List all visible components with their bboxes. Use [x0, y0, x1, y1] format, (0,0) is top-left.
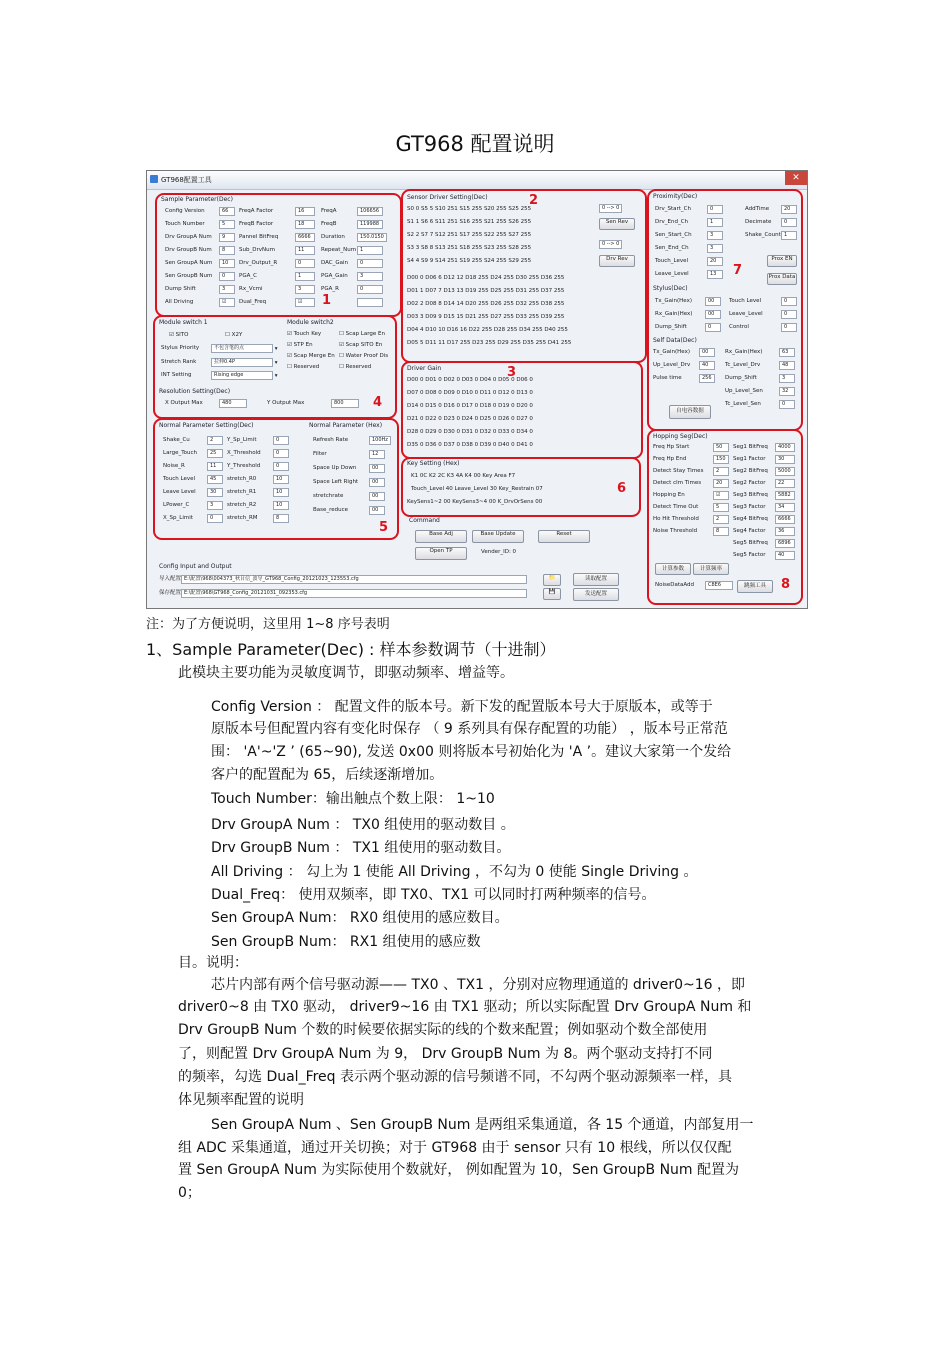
param-value[interactable]: 106656: [357, 207, 383, 217]
param-label: PGA_Gain: [321, 273, 348, 279]
param-value[interactable]: ☑: [219, 298, 235, 308]
param-value[interactable]: 11: [207, 462, 223, 472]
param-label: Tc_Level_Drv: [725, 362, 761, 368]
param-value[interactable]: 3: [295, 285, 315, 295]
panel-number-6: 6: [617, 481, 627, 496]
panel-number-8: 8: [781, 577, 791, 592]
param-label: Dump Shift: [165, 286, 196, 292]
param-label: stretchrate: [313, 493, 344, 499]
panel-proximity: [647, 189, 803, 431]
param-label: Large_Touch: [163, 450, 198, 456]
panel-driver-gain: [401, 361, 643, 459]
param-value[interactable]: 119988: [357, 220, 383, 230]
doc-line: All Driving ： 勾上为 1 使能 All Driving ，不勾为 0 使能 Single Driving 。: [211, 864, 698, 880]
param-value[interactable]: ☑: [295, 298, 315, 308]
group-label: Driver Gain: [407, 365, 442, 372]
param-value[interactable]: 0: [707, 205, 723, 215]
driver-row: D02 2 D08 8 D14 14 D20 255 D26 255 D32 255 D38 255: [407, 301, 565, 307]
gain-row: D28 0 D29 0 D30 0 D31 0 D32 0 D33 0 D34 0: [407, 429, 533, 435]
panel-normal-parameter: [153, 418, 399, 540]
group-label: Resolution Setting(Dec): [159, 388, 231, 395]
param-value[interactable]: 40: [699, 361, 715, 371]
window-titlebar: [147, 171, 807, 190]
param-label: PGA_R: [321, 286, 339, 292]
param-label: Seg3 Factor: [733, 504, 766, 510]
param-label: Y_Threshold: [227, 463, 261, 469]
param-label: Tc_Level_Sen: [725, 401, 761, 407]
param-value[interactable]: 0: [781, 218, 797, 228]
doc-line: Dual_Freq： 使用双频率，即 TX0、TX1 可以同时打两种频率的信号。: [211, 887, 656, 903]
key-row-1: K1 0C K2 2C K3 4A K4 00 Key Area F7: [411, 473, 516, 479]
param-value[interactable]: 3: [707, 231, 723, 241]
driver-row: D04 4 D10 10 D16 16 D22 255 D28 255 D34 255 D40 255: [407, 327, 568, 333]
param-value[interactable]: 8: [273, 514, 289, 524]
param-value[interactable]: 0: [273, 462, 289, 472]
param-label: Config Version: [165, 208, 205, 214]
param-label: Noise Threshold: [653, 528, 698, 534]
param-label: Up_Level_Drv: [653, 362, 691, 368]
para-line: Drv GroupB Num 个数的时候要依据实际的线的个数来配置；例如驱动个数全部使用: [178, 1022, 708, 1038]
param-value[interactable]: 00: [369, 464, 385, 474]
para-line: 芯片内部有两个信号驱动源—— TX0 、TX1 ，分别对应物理通道的 driver0~16 ，即: [211, 977, 745, 993]
param-value[interactable]: 45: [207, 475, 223, 485]
param-label: stretch_R2: [227, 502, 257, 508]
param-value[interactable]: 36: [775, 527, 795, 537]
para-line: 了，则配置 Drv GroupA Num 为 9， Drv GroupB Num 为 8。两个驱动支持打不同: [178, 1046, 713, 1062]
param-value[interactable]: 10: [219, 259, 235, 269]
param-value[interactable]: 6896: [775, 539, 795, 549]
param-value[interactable]: 13: [707, 270, 723, 280]
param-label: AddTime: [745, 206, 770, 212]
param-label: Shake_Count: [745, 232, 781, 238]
param-value[interactable]: 3: [357, 272, 383, 282]
param-label: X_Threshold: [227, 450, 261, 456]
param-value[interactable]: 30: [207, 488, 223, 498]
param-value[interactable]: 0: [207, 514, 223, 524]
param-label: FreqB Factor: [239, 221, 274, 227]
param-label: Seg2 Factor: [733, 480, 766, 486]
param-value[interactable]: 0: [357, 259, 383, 269]
switch-checkbox[interactable]: ☐ Water Proof Dis: [339, 353, 389, 359]
param-label: All Driving: [165, 299, 194, 305]
panel-hopping-seg: [647, 429, 803, 605]
sensor-row: S4 4 S9 9 S14 251 S19 255 S24 255 S29 255: [407, 258, 532, 264]
sensor-row: S0 0 S5 5 S10 251 S15 255 S20 255 S25 255: [407, 206, 532, 212]
group-label: Hopping Seg(Dec): [653, 433, 708, 440]
calc-param-button[interactable]: 计算参数: [655, 563, 691, 575]
self-data-button[interactable]: 自电容数据: [669, 405, 711, 419]
param-label: PGA_C: [239, 273, 257, 279]
save-path[interactable]: E:\配置\968\GT968_Config_20121031_092353.cfg: [181, 589, 527, 599]
doc-line: 客户的配置配为 65，后续逐渐增加。: [211, 767, 444, 783]
param-label: Drv GroupB Num: [165, 247, 212, 253]
param-label: Rx_Gain(Hex): [655, 311, 693, 317]
param-value[interactable]: 0: [273, 436, 289, 446]
param-value[interactable]: 10: [273, 475, 289, 485]
param-label: Touch Number: [165, 221, 205, 227]
param-value[interactable]: 20: [781, 205, 797, 215]
param-value[interactable]: 50: [713, 443, 729, 453]
param-value[interactable]: 6666: [295, 233, 315, 243]
param-label: Space Up Down: [313, 465, 357, 471]
param-value[interactable]: 4000: [775, 443, 795, 453]
param-label: Rx_Vcmi: [239, 286, 263, 292]
key-row-3: KeySens1~2 00 KeySens3~4 00 K_DrvOrSens 00: [407, 499, 543, 505]
param-label: Seg3 BitFreq: [733, 492, 768, 498]
param-label: Y_Sp_Limit: [227, 437, 257, 443]
stretch-label: Stretch Rank: [161, 359, 197, 365]
switch-checkbox[interactable]: ☑ Touch Key: [287, 331, 322, 337]
param-label: X_Sp_Limit: [163, 515, 193, 521]
panel-key-setting: [401, 457, 641, 517]
command-group-label: Command: [409, 517, 440, 524]
calc-freq-button[interactable]: 计算频率: [693, 563, 729, 575]
panel-module-switch: [153, 315, 397, 419]
hopping-tool-button[interactable]: 跳频工具: [737, 580, 773, 593]
group-label: Normal Parameter (Hex): [309, 422, 383, 429]
param-value[interactable]: 1: [295, 272, 315, 282]
gain-row: D07 0 D08 0 D09 0 D10 0 D11 0 D12 0 D13 0: [407, 390, 533, 396]
sito-checkbox[interactable]: ☑ SITO: [169, 332, 189, 338]
param-value[interactable]: 100Hz: [369, 436, 391, 446]
y-max-label: Y Output Max: [267, 400, 305, 406]
base-update-button[interactable]: Base Update: [472, 530, 524, 543]
param-label: Noise_R: [163, 463, 185, 469]
param-label: Space Left Right: [313, 479, 359, 485]
param-value[interactable]: 10: [273, 488, 289, 498]
gain-row: D00 0 D01 0 D02 0 D03 0 D04 0 D05 0 D06 0: [407, 377, 533, 383]
group-label: Proximity(Dec): [653, 193, 698, 200]
param-label: Touch Level: [729, 298, 762, 304]
param-value[interactable]: 5: [713, 503, 729, 513]
param-value[interactable]: 3: [219, 285, 235, 295]
panel-sensor-driver: [401, 189, 647, 363]
drv-range: 0 --> 0: [599, 240, 622, 250]
param-value[interactable]: 00: [369, 478, 385, 488]
param-label: Freq Hp End: [653, 456, 687, 462]
window-title: GT968配置工具: [161, 176, 212, 184]
param-label: Rx_Gain(Hex): [725, 349, 763, 355]
para-line: 的频率，勾选 Dual_Freq 表示两个驱动源的信号频谱不同，不勾两个驱动源频率一样，具: [178, 1069, 733, 1085]
send-config-button[interactable]: 发送配置: [573, 588, 619, 601]
folder-icon[interactable]: 📁: [543, 574, 561, 586]
param-value[interactable]: 2: [207, 436, 223, 446]
gain-row: D21 0 D22 0 D23 0 D24 0 D25 0 D26 0 D27 0: [407, 416, 533, 422]
para-line: Sen GroupA Num 、Sen GroupB Num 是两组采集通道，各 15 个通道，内部复用一: [211, 1117, 754, 1133]
section-heading: 1、Sample Parameter(Dec) : 样本参数调节（十进制）: [146, 640, 556, 659]
param-value[interactable]: 5: [219, 220, 235, 230]
switch-checkbox[interactable]: ☐ Reserved: [339, 364, 372, 370]
para-line: driver0~8 由 TX0 驱动， driver9~16 由 TX1 驱动；所以实际配置 Drv GroupA Num 和: [178, 999, 752, 1015]
param-label: Duration: [321, 234, 345, 240]
config-tool-window: [146, 170, 808, 609]
save-icon[interactable]: 💾: [543, 588, 561, 600]
doc-line: Config Version ： 配置文件的版本号。新下发的配置版本号大于原版本，或等于: [211, 699, 713, 715]
param-value[interactable]: 150.0150: [357, 233, 387, 243]
noise-data-input[interactable]: C8E6: [705, 581, 733, 591]
note-line: 注：为了方便说明，这里用 1~8 序号表明: [146, 617, 390, 632]
param-label: FreqA: [321, 208, 337, 214]
param-value[interactable]: 0: [219, 272, 235, 282]
param-value[interactable]: 22: [775, 479, 795, 489]
param-value[interactable]: 34: [775, 503, 795, 513]
section-intro: 此模块主要功能为灵敏度调节，即驱动频率、增益等。: [178, 665, 514, 681]
param-label: Dump_Shift: [655, 324, 687, 330]
param-label: Seg4 BitFreq: [733, 516, 768, 522]
param-value[interactable]: 2: [713, 467, 729, 477]
param-label: Refresh Rate: [313, 437, 349, 443]
param-label: Drv_End_Ch: [655, 219, 689, 225]
param-label: Seg4 Factor: [733, 528, 766, 534]
param-value[interactable]: 0: [781, 297, 797, 307]
sensor-row: S2 2 S7 7 S12 251 S17 255 S22 255 S27 255: [407, 232, 532, 238]
noise-data-label: NoiseDataAdd: [655, 582, 695, 588]
param-label: Drv_Start_Ch: [655, 206, 692, 212]
driver-row: D00 0 D06 6 D12 12 D18 255 D24 255 D30 255 D36 255: [407, 275, 565, 281]
group-label: Sensor Driver Setting(Dec): [407, 194, 488, 201]
param-value[interactable]: 0: [295, 259, 315, 269]
param-label: Drv_Output_R: [239, 260, 278, 266]
param-value[interactable]: 48: [779, 361, 795, 371]
key-row-2: Touch_Level 40 Leave_Level 30 Key_Restrain 07: [411, 486, 543, 492]
group-label: Stylus(Dec): [653, 285, 688, 292]
reset-button[interactable]: Reset: [538, 530, 590, 543]
drv-rev-button[interactable]: Drv Rev: [599, 255, 635, 267]
param-value[interactable]: 3: [779, 374, 795, 384]
param-label: Sub_DrvNum: [239, 247, 275, 253]
prox-en-button[interactable]: Prox EN: [767, 255, 797, 267]
param-value[interactable]: 25: [207, 449, 223, 459]
switch-checkbox[interactable]: ☑ Scap SITO En: [339, 342, 383, 348]
param-value[interactable]: 5882: [775, 491, 795, 501]
param-value[interactable]: 2: [713, 515, 729, 525]
param-label: stretch_RM: [227, 515, 258, 521]
config-io-label: Config Input and Output: [159, 563, 232, 570]
param-label: Detect Stay Times: [653, 468, 704, 474]
param-value[interactable]: 9: [219, 233, 235, 243]
param-label: Freq Hp Start: [653, 444, 690, 450]
param-label: Control: [729, 324, 749, 330]
param-label: Base_reduce: [313, 507, 349, 513]
param-value[interactable]: 00: [369, 506, 385, 516]
param-label: Detect Time Out: [653, 504, 699, 510]
switch-checkbox[interactable]: ☑ STP En: [287, 342, 313, 348]
group-label: Self Data(Dec): [653, 337, 697, 344]
param-value[interactable]: 16: [295, 207, 315, 217]
param-label: Leave_Level: [655, 271, 689, 277]
stylus-label: Stylus Priority: [161, 345, 200, 351]
para-line: 置 Sen GroupA Num 为实际使用个数就好， 例如配置为 10，Sen GroupB Num 配置为: [178, 1162, 740, 1178]
sensor-row: S1 1 S6 6 S11 251 S16 255 S21 255 S26 255: [407, 219, 532, 225]
sensor-row: S3 3 S8 8 S13 251 S18 255 S23 255 S28 255: [407, 245, 532, 251]
gain-row: D14 0 D15 0 D16 0 D17 0 D18 0 D19 0 D20 0: [407, 403, 533, 409]
param-label: Up_Level_Sen: [725, 388, 763, 394]
int-label: INT Setting: [161, 372, 192, 378]
param-label: Sen GroupB Num: [165, 273, 213, 279]
x-max-input[interactable]: 480: [219, 399, 247, 409]
param-value[interactable]: 30: [775, 455, 795, 465]
param-label: Dump_Shift: [725, 375, 757, 381]
panel-number-4: 4: [373, 395, 383, 410]
param-value[interactable]: 256: [699, 374, 715, 384]
param-label: Tx_Gain(Hex): [653, 349, 690, 355]
vendor-id: Vender_ID: 0: [481, 549, 517, 555]
param-value[interactable]: 63: [779, 348, 795, 358]
param-value[interactable]: 20: [707, 257, 723, 267]
driver-row: D03 3 D09 9 D15 15 D21 255 D27 255 D33 255 D39 255: [407, 314, 565, 320]
doc-line: Drv GroupB Num ： TX1 组使用的驱动数目。: [211, 840, 511, 856]
param-value[interactable]: 3: [707, 244, 723, 254]
panel-sample-parameter: [155, 193, 402, 317]
param-value[interactable]: 00: [705, 297, 721, 307]
param-label: Dual_Freq: [239, 299, 267, 305]
group-label: Key Setting (Hex): [407, 460, 460, 467]
param-label: Detect clm Times: [653, 480, 702, 486]
param-label: Seg5 Factor: [733, 552, 766, 558]
param-label: Filter: [313, 451, 327, 457]
param-value[interactable]: 40: [775, 551, 795, 561]
param-value[interactable]: 00: [369, 492, 385, 502]
doc-line: Drv GroupA Num ： TX0 组使用的驱动数目 。: [211, 817, 515, 833]
param-value[interactable]: 150: [713, 455, 729, 465]
param-value[interactable]: 0: [781, 310, 797, 320]
prox-data-button[interactable]: Prox Data: [767, 273, 797, 285]
param-value[interactable]: 12: [369, 450, 385, 460]
y-max-input[interactable]: 800: [331, 399, 359, 409]
para-line: 组 ADC 采集通道，通过开关切换；对于 GT968 由于 sensor 只有 10 根线，所以仅仅配: [178, 1140, 732, 1156]
param-value[interactable]: 0: [705, 323, 721, 333]
group-label: Module switch 1: [159, 319, 208, 326]
param-label: FreqB: [321, 221, 337, 227]
param-label: Leave_Level: [729, 311, 763, 317]
param-label: Pannel BitFreq: [239, 234, 279, 240]
param-value[interactable]: 5000: [775, 467, 795, 477]
param-value[interactable]: 0: [273, 449, 289, 459]
param-value[interactable]: 10: [273, 501, 289, 511]
doc-line: 围： 'A'~'Z ’ (65~90), 发送 0x00 则将版本号初始化为 'A ’。建议大家第一个发给: [211, 744, 732, 760]
param-label: Touch_Level: [655, 258, 689, 264]
x2y-checkbox[interactable]: ☐ X2Y: [225, 332, 243, 338]
para-line: 0；: [178, 1185, 201, 1201]
param-label: LPower_C: [163, 502, 190, 508]
param-value[interactable]: 66: [219, 207, 235, 217]
param-label: FreqA Factor: [239, 208, 274, 214]
sen-range: 0 --> 0: [599, 204, 622, 214]
param-label: Drv GroupA Num: [165, 234, 212, 240]
para-line: 目。说明：: [178, 955, 248, 971]
panel-number-7: 7: [733, 263, 743, 278]
param-label: stretch_R0: [227, 476, 257, 482]
read-config-button[interactable]: 读取配置: [573, 573, 619, 586]
int-select[interactable]: Rising edge ▾: [211, 371, 278, 381]
param-value[interactable]: 11: [295, 246, 315, 256]
param-value[interactable]: 00: [705, 310, 721, 320]
param-label: Tx_Gain(Hex): [655, 298, 692, 304]
panel-number-3: 3: [507, 365, 517, 380]
driver-row: D01 1 D07 7 D13 13 D19 255 D25 255 D31 255 D37 255: [407, 288, 565, 294]
param-label: Touch Level: [163, 476, 196, 482]
group-label: Normal Parameter Setting(Dec): [159, 422, 254, 429]
param-value[interactable]: ☑: [713, 491, 729, 501]
switch-checkbox[interactable]: ☐ Reserved: [287, 364, 320, 370]
param-label: Hopping En: [653, 492, 685, 498]
sen-rev-button[interactable]: Sen Rev: [599, 218, 635, 230]
param-value[interactable]: 3: [207, 501, 223, 511]
param-label: Seg2 BitFreq: [733, 468, 768, 474]
para-line: 体见频率配置的说明: [178, 1092, 304, 1108]
doc-line: Sen GroupA Num： RX0 组使用的感应数目。: [211, 910, 509, 926]
param-value[interactable]: 6666: [775, 515, 795, 525]
driver-row: D05 5 D11 11 D17 255 D23 255 D29 255 D35 255 D41 255: [407, 340, 572, 346]
doc-line: 原版本号但配置内容有变化时保存 （ 9 系列具有保存配置的功能） ，版本号正常范: [211, 721, 728, 737]
param-label: Pulse time: [653, 375, 682, 381]
import-path[interactable]: E:\配置\968\004373_秋目信_波导_GT968_Config_20121023_123553.cfg: [181, 575, 527, 585]
group-label: Module switch2: [287, 319, 334, 326]
param-value[interactable]: 8: [713, 527, 729, 537]
save-label: 保存配置: [159, 590, 182, 596]
param-label: Repeat_Num: [321, 247, 357, 253]
param-value[interactable]: [357, 298, 383, 308]
param-label: Leave Level: [163, 489, 196, 495]
switch-checkbox[interactable]: ☑ Scap Merge En: [287, 353, 335, 359]
param-value[interactable]: 00: [699, 348, 715, 358]
param-value[interactable]: 0: [781, 323, 797, 333]
param-label: Shake_Cu: [163, 437, 190, 443]
stretch-select[interactable]: 拉伸0.4P ▾: [211, 358, 278, 368]
param-label: Sen_End_Ch: [655, 245, 689, 251]
page-title: GT968 配置说明: [395, 132, 555, 156]
stylus-select[interactable]: 不包含笔的点 ▾: [211, 344, 278, 354]
x-max-label: X Output Max: [165, 400, 203, 406]
panel-number-2: 2: [529, 193, 539, 208]
param-label: Seg5 BitFreq: [733, 540, 768, 546]
open-tp-button[interactable]: Open TP: [415, 547, 467, 560]
close-icon[interactable]: ✕: [785, 171, 807, 185]
doc-line: Sen GroupB Num： RX1 组使用的感应数: [211, 934, 481, 950]
param-label: Ho Hit Threshold: [653, 516, 699, 522]
param-value[interactable]: 8: [219, 246, 235, 256]
gain-row: D35 0 D36 0 D37 0 D38 0 D39 0 D40 0 D41 0: [407, 442, 533, 448]
param-label: Seg1 BitFreq: [733, 444, 768, 450]
import-label: 导入配置: [159, 576, 182, 582]
param-value[interactable]: 0: [357, 285, 383, 295]
param-label: Seg1 Factor: [733, 456, 766, 462]
panel-number-5: 5: [379, 520, 389, 535]
param-value[interactable]: 1: [707, 218, 723, 228]
app-icon: [150, 175, 158, 183]
param-label: Sen GroupA Num: [165, 260, 213, 266]
param-value[interactable]: 32: [779, 387, 795, 397]
param-label: Decimate: [745, 219, 772, 225]
param-label: Sen_Start_Ch: [655, 232, 692, 238]
base-adj-button[interactable]: Base Adj: [415, 530, 467, 543]
param-value[interactable]: 0: [779, 400, 795, 410]
group-label: Sample Parameter(Dec): [161, 196, 233, 203]
param-value[interactable]: 1: [357, 246, 383, 256]
switch-checkbox[interactable]: ☐ Scap Large En: [339, 331, 385, 337]
param-value[interactable]: 18: [295, 220, 315, 230]
doc-line: Touch Number：输出触点个数上限： 1~10: [211, 791, 495, 807]
param-label: DAC_Gain: [321, 260, 349, 266]
param-label: stretch_R1: [227, 489, 257, 495]
param-value[interactable]: 1: [781, 231, 797, 241]
param-value[interactable]: 20: [713, 479, 729, 489]
panel-number-1: 1: [322, 293, 332, 308]
